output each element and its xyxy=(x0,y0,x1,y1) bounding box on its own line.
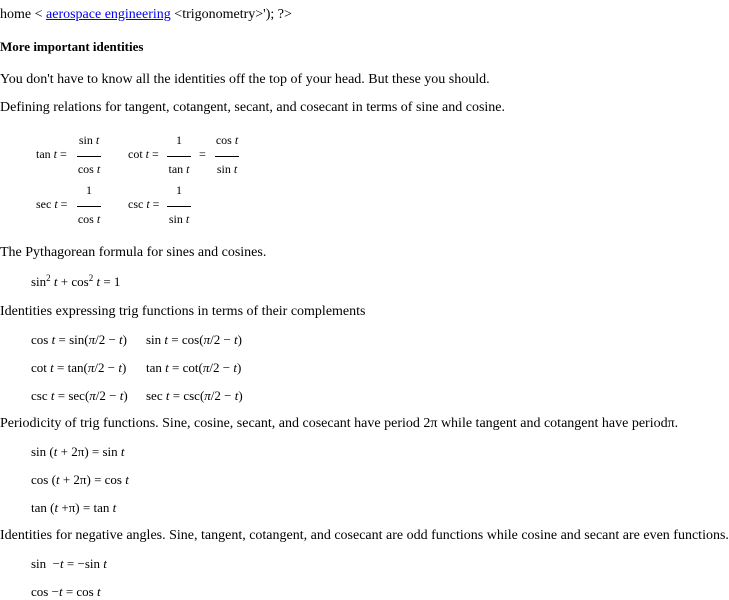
breadcrumb-separator: < xyxy=(174,7,183,22)
sec-lhs: sec t = xyxy=(36,197,68,211)
page-title: More important identities xyxy=(0,39,144,54)
breadcrumb-home: home xyxy=(0,7,32,22)
complement-identity: cot t = tan(π/2 − t) xyxy=(31,360,127,375)
complements-description: Identities expressing trig functions in terms of their complements xyxy=(0,304,366,319)
cot-lhs: cot t = xyxy=(128,147,159,161)
aerospace-engineering-link[interactable]: aerospace engineering xyxy=(46,7,171,22)
negative-identity: sin −t = −sin t xyxy=(31,556,107,571)
breadcrumb-current: trigonometry>'); ?> xyxy=(182,7,292,22)
complement-identity: sec t = csc(π/2 − t) xyxy=(146,388,243,403)
pythagorean-identity: $\sin^2 t + \cos^2 t = 1$ xyxy=(31,273,121,289)
complement-identity: tan t = cot(π/2 − t) xyxy=(146,360,242,375)
breadcrumb-separator: < xyxy=(34,7,43,22)
complement-identity: csc t = sec(π/2 − t) xyxy=(31,388,128,403)
periodicity-identity: cos (t + 2π) = cos t xyxy=(31,472,129,487)
cot-equals: = xyxy=(199,147,206,161)
complement-identity: sin t = cos(π/2 − t) xyxy=(146,332,243,347)
csc-lhs: csc t = xyxy=(128,197,160,211)
periodicity-identity: tan (t +π) = tan t xyxy=(31,500,117,515)
complement-identity: cos t = sin(π/2 − t) xyxy=(31,332,128,347)
breadcrumb xyxy=(0,6,292,23)
tan-lhs: tan t = xyxy=(36,147,67,161)
negative-description: Identities for negative angles. Sine, tangent, cotangent, and cosecant are odd functions while cosine and secant are even functions. xyxy=(0,528,729,543)
defining-description: Defining relations for tangent, cotangent, secant, and cosecant in terms of sine and cosine. xyxy=(0,100,505,115)
negative-identity: cos −t = cos t xyxy=(31,584,101,599)
intro-text: You don't have to know all the identities off the top of your head. But these you should. xyxy=(0,72,490,87)
periodicity-description: Periodicity of trig functions. Sine, cosine, secant, and cosecant have period 2π while tangent and cotangent have periodπ. xyxy=(0,416,679,431)
periodicity-identity: sin (t + 2π) = sin t xyxy=(31,444,125,459)
pythagorean-description: The Pythagorean formula for sines and cosines. xyxy=(0,245,267,260)
